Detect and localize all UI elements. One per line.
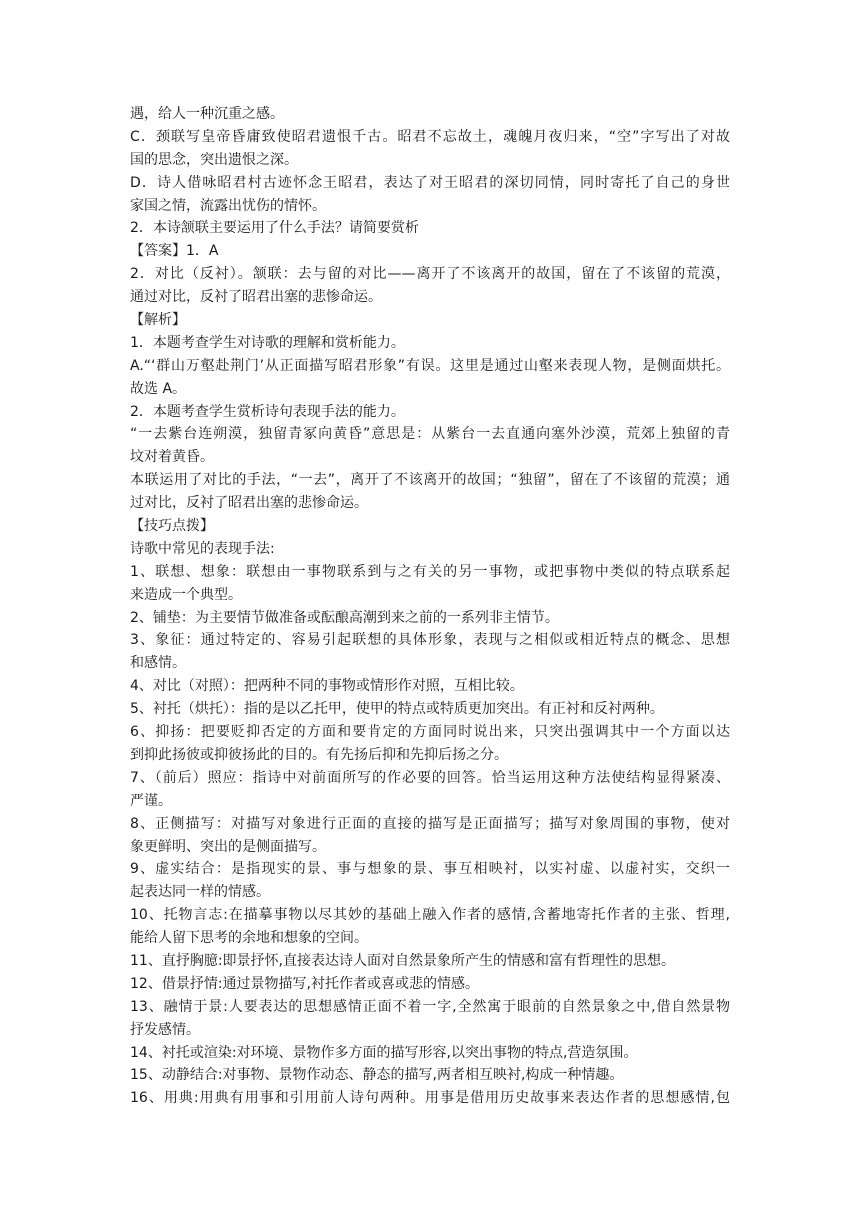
text-line: 遇，给人一种沉重之感。 xyxy=(130,106,284,122)
text-line: 到抑此扬彼或抑彼扬此的目的。有先扬后抑和先抑后扬之分。 xyxy=(130,746,508,763)
text-line: 15、动静结合:对事物、景物作动态、静态的描写,两者相互映衬,构成一种情趣。 xyxy=(130,1067,624,1084)
text-line: 本联运用了对比的手法，“一去”，离开了不该离开的故国；“独留”，留在了不该留的荒漠；通 xyxy=(130,472,730,489)
text-line: 【答案】1．A xyxy=(130,243,219,260)
text-line: 16、用典:用典有用事和引用前人诗句两种。用事是借用历史故事来表达作者的思想感情,包 xyxy=(130,1090,730,1107)
text-line: 通过对比，反衬了昭君出塞的悲惨命运。 xyxy=(130,289,382,306)
document-body xyxy=(130,103,730,1110)
text-line: 7、（前后）照应：指诗中对前面所写的作必要的回答。恰当运用这种方法使结构显得紧凑、 xyxy=(130,769,730,786)
text-line: 1．本题考查学生对诗歌的理解和赏析能力。 xyxy=(130,334,405,351)
text-line: 6、抑扬：把要贬抑否定的方面和要肯定的方面同时说出来，只突出强调其中一个方面以达 xyxy=(130,724,730,741)
text-line: 故选 A。 xyxy=(130,380,187,397)
text-line: 坟对着黄昏。 xyxy=(130,449,214,466)
text-line: 13、融情于景:人要表达的思想感情正面不着一字,全然寓于眼前的自然景象之中,借自然景物 xyxy=(130,998,730,1015)
text-line: 2．本诗颔联主要运用了什么手法？请简要赏析 xyxy=(130,220,419,237)
text-line: 1、联想、想象：联想由一事物联系到与之有关的另一事物，或把事物中类似的特点联系起 xyxy=(130,563,730,580)
text-line: 来造成一个典型。 xyxy=(130,586,242,603)
text-line: A.“‘群山万壑赴荆门’从正面描写昭君形象”有误。这里是通过山壑来表现人物，是侧面烘托。 xyxy=(130,357,730,374)
text-line: 10、托物言志:在描摹事物以尽其妙的基础上融入作者的感情,含蓄地寄托作者的主张、哲理, xyxy=(130,907,730,924)
text-line: 诗歌中常见的表现手法: xyxy=(130,540,275,557)
text-line: 14、衬托或渲染:对环境、景物作多方面的描写形容,以突出事物的特点,营造氛围。 xyxy=(130,1044,638,1061)
text-line: 国的思念，突出遗恨之深。 xyxy=(130,151,298,168)
text-line: 9、虚实结合：是指现实的景、事与想象的景、事互相映衬，以实衬虚、以虚衬实，交织一 xyxy=(130,861,730,878)
text-line: 【技巧点拨】 xyxy=(130,518,214,535)
text-line: “一去紫台连朔漠，独留青冢向黄昏”意思是：从紫台一去直通向塞外沙漠，荒郊上独留的青 xyxy=(130,426,730,443)
text-line: 2．本题考查学生赏析诗句表现手法的能力。 xyxy=(130,403,405,420)
text-line: 11、直抒胸臆:即景抒怀,直接表达诗人面对自然景象所产生的情感和富有哲理性的思想。 xyxy=(130,952,675,969)
text-line: 家国之情，流露出忧伤的情怀。 xyxy=(130,197,326,214)
text-line: 和感情。 xyxy=(130,655,186,672)
text-line: 起表达同一样的情感。 xyxy=(130,884,270,901)
text-line: 2．对比（反衬）。颔联：去与留的对比——离开了不该离开的故国，留在了不该留的荒漠， xyxy=(130,266,730,283)
text-line: 12、借景抒情:通过景物描写,衬托作者或喜或悲的情感。 xyxy=(130,975,479,992)
text-line: 5、衬托（烘托）：指的是以乙托甲，使甲的特点或特质更加突出。有正衬和反衬两种。 xyxy=(130,701,664,718)
text-line: 2、铺垫：为主要情节做准备或酝酿高潮到来之前的一系列非主情节。 xyxy=(130,609,559,626)
text-line: 能给人留下思考的余地和想象的空间。 xyxy=(130,930,368,947)
text-line: D．诗人借咏昭君村古迹怀念王昭君，表达了对王昭君的深切同情，同时寄托了自己的身世 xyxy=(130,174,730,191)
text-line: 【解析】 xyxy=(130,312,186,329)
text-line: C．颈联写皇帝昏庸致使昭君遗恨千古。昭君不忘故土，魂魄月夜归来，“空”字写出了对故 xyxy=(130,128,730,145)
text-line: 3、象征：通过特定的、容易引起联想的具体形象，表现与之相似或相近特点的概念、思想 xyxy=(130,632,730,649)
text-line: 象更鲜明、突出的是侧面描写。 xyxy=(130,838,326,855)
text-line: 过对比，反衬了昭君出塞的悲惨命运。 xyxy=(130,495,368,512)
text-line: 严谨。 xyxy=(130,792,172,809)
text-line: 4、对比（对照）：把两种不同的事物或情形作对照，互相比较。 xyxy=(130,678,524,695)
text-line: 8、正侧描写：对描写对象进行正面的直接的描写是正面描写；描写对象周围的事物，使对 xyxy=(130,815,730,832)
text-line: 抒发感情。 xyxy=(130,1021,200,1038)
